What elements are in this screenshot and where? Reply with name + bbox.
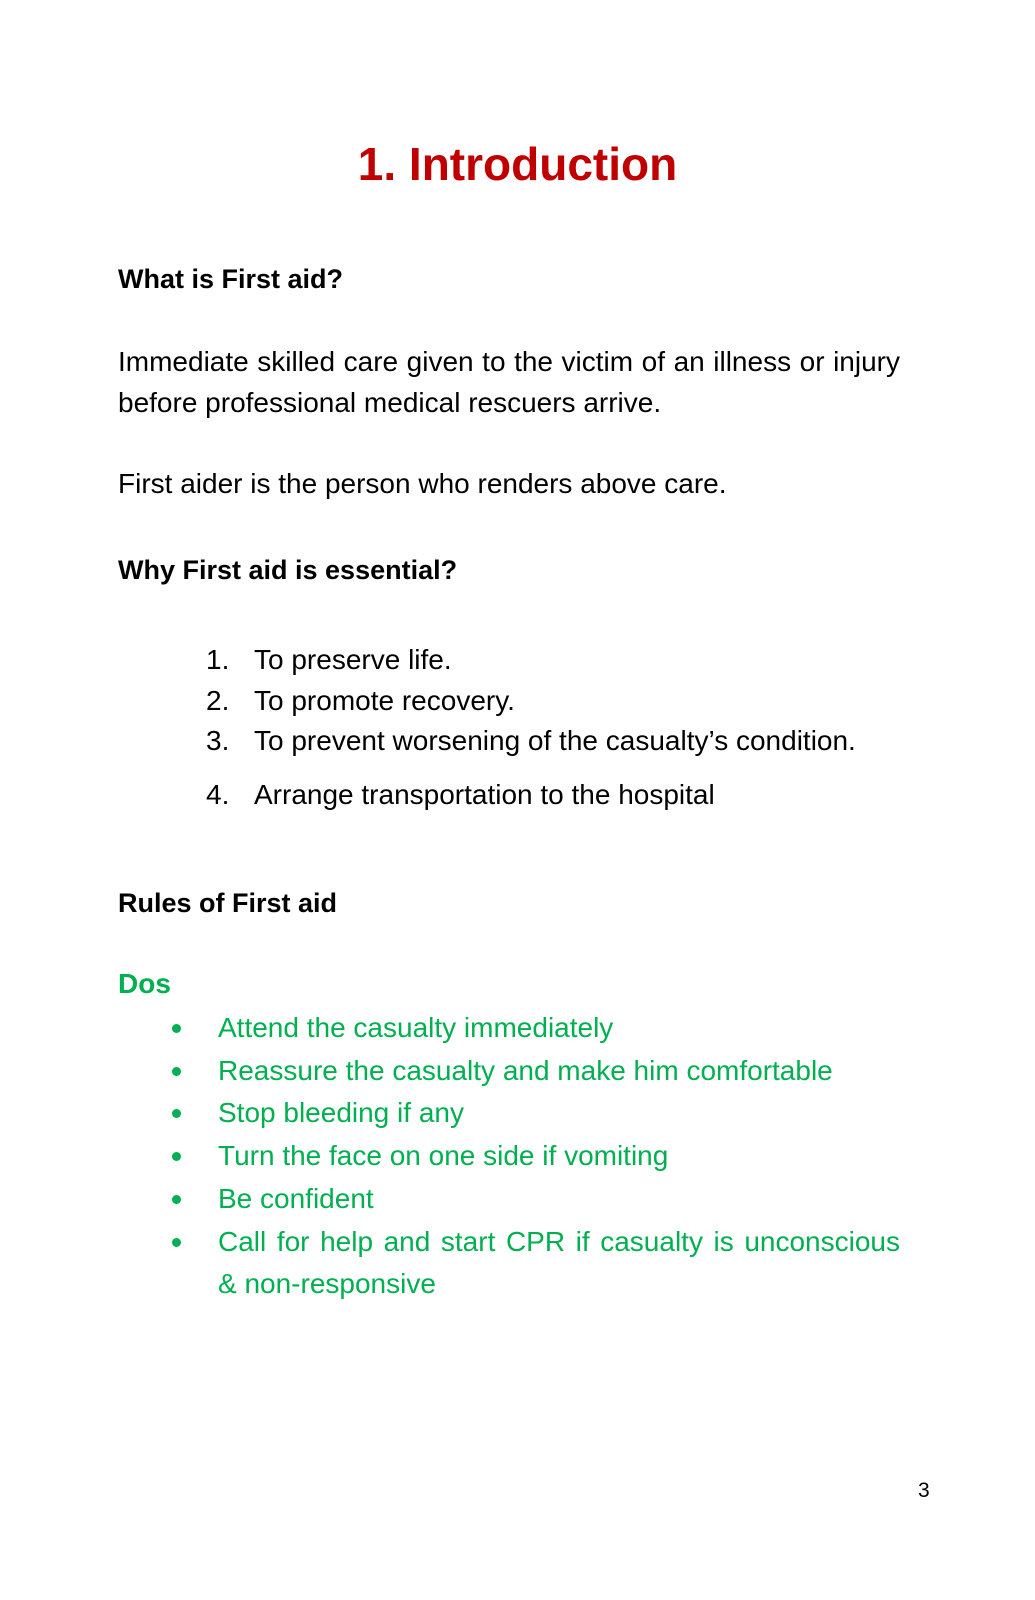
bullet-icon <box>172 1109 181 1118</box>
why-essential-list <box>206 640 900 815</box>
bullet-icon <box>172 1152 181 1161</box>
list-item <box>170 1007 900 1050</box>
page-title: 1. Introduction <box>357 138 678 190</box>
list-item-text: Turn the face on one side if vomiting <box>218 1140 669 1172</box>
bullet-icon <box>172 1024 181 1033</box>
list-item-text: Be confident <box>218 1182 374 1214</box>
paragraph-first-aid-definition: Immediate skilled care given to the victim of an illness or injury before professional medical rescuers arrive. <box>118 346 900 418</box>
list-item <box>206 721 900 762</box>
list-item <box>170 1050 900 1093</box>
page-number: 3 <box>918 1479 930 1502</box>
list-item <box>170 1135 900 1178</box>
list-item-text: To prevent worsening of the casualty’s condition. <box>254 725 856 756</box>
list-number: 3. <box>206 725 230 756</box>
list-number: 4. <box>206 778 230 810</box>
list-item <box>206 775 900 816</box>
heading-what-is-first-aid: What is First aid? <box>118 264 344 294</box>
list-number: 1. <box>206 644 230 675</box>
heading-dos: Dos <box>118 968 171 999</box>
list-item <box>170 1092 900 1135</box>
list-item-text: To promote recovery. <box>254 684 515 716</box>
list-item <box>206 681 900 722</box>
list-item <box>206 640 900 681</box>
list-item-text: Stop bleeding if any <box>218 1097 464 1129</box>
list-item-text: Arrange transportation to the hospital <box>254 778 715 810</box>
list-number: 2. <box>206 684 230 716</box>
list-item-text: Call for help and start CPR if casualty is unconscious & non-responsive <box>218 1225 900 1300</box>
list-item <box>170 1178 900 1221</box>
list-item <box>170 1221 900 1306</box>
dos-list <box>170 1007 900 1306</box>
bullet-icon <box>172 1195 181 1204</box>
list-item-text: Attend the casualty immediately <box>218 1012 614 1043</box>
heading-why-first-aid-essential: Why First aid is essential? <box>118 555 458 585</box>
heading-rules-of-first-aid: Rules of First aid <box>118 888 338 918</box>
list-item-text: To preserve life. <box>254 644 452 675</box>
list-item-text: Reassure the casualty and make him comfortable <box>218 1054 833 1086</box>
bullet-icon <box>172 1067 181 1076</box>
bullet-icon <box>172 1238 181 1247</box>
paragraph-first-aider-definition: First aider is the person who renders above care. <box>118 468 727 499</box>
